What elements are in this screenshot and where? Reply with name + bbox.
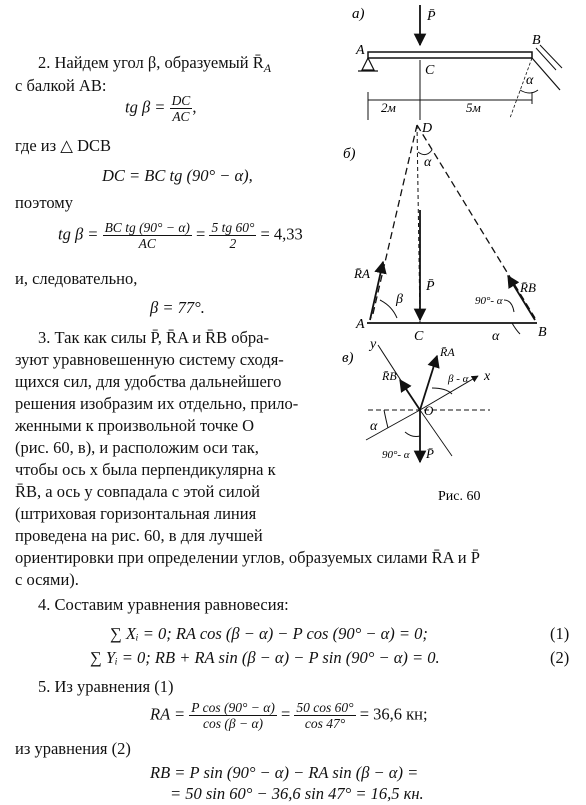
- tg2-num2: 5 tg 60°: [211, 220, 255, 235]
- equation-1-number: (1): [550, 624, 570, 643]
- consequently-text: и, следовательно,: [15, 269, 138, 288]
- axis-x-label: x: [484, 369, 491, 384]
- step3-line: с осями).: [15, 570, 79, 589]
- equation-2-number: (2): [550, 648, 570, 667]
- ra-num1: P cos (90° − α): [191, 700, 275, 715]
- where-text: где из △ DCB: [15, 136, 112, 155]
- point-c-b: C: [414, 329, 424, 344]
- beam-ab: [368, 52, 532, 58]
- step3-line: (рис. 60, в), и расположим оси так,: [15, 438, 259, 457]
- tg-beta-end: ,: [192, 97, 197, 117]
- angle-90-alpha-b: 90°- α: [475, 295, 503, 307]
- alpha-label-c: α: [370, 419, 378, 434]
- pin-support-a: [362, 58, 374, 70]
- step3-line: щихся сил, для удобства дальнейшего: [15, 372, 282, 391]
- ra-den2: cos 47°: [304, 716, 346, 731]
- figure-60: [335, 0, 586, 515]
- line-da: [372, 125, 417, 318]
- rb-line-2: = 50 sin 60° − 36,6 sin 47° = 16,5 кн.: [170, 784, 424, 803]
- ra-mid: =: [280, 704, 291, 724]
- ra-result: = 36,6 кн;: [359, 704, 428, 724]
- tg2-frac1: [103, 220, 192, 251]
- ra-num2: 50 cos 60°: [296, 700, 354, 715]
- step3-line: 3. Так как силы P̄, R̄A и R̄B обра-: [38, 328, 269, 347]
- rb-line-1: RB = P sin (90° − α) − RA sin (β − α) =: [150, 763, 419, 782]
- therefore-text: поэтому: [15, 193, 73, 212]
- step3-line: ориентировки при определении углов, образуемых силами R̄A и P̄: [15, 548, 480, 567]
- step3-line: чтобы ось x была перпендикулярна к: [15, 460, 276, 479]
- tg2-lhs: tg β =: [58, 224, 99, 244]
- tg-beta-num: DC: [171, 93, 191, 108]
- force-p-label-b: P̄: [426, 279, 435, 294]
- figure-b-triangle: [343, 121, 547, 344]
- point-a-b: A: [356, 317, 365, 332]
- step3-line: проведена на рис. 60, в для лучшей: [15, 526, 263, 545]
- ra-lhs: RA =: [150, 704, 186, 724]
- figure-b-label: б): [343, 146, 356, 162]
- step3-line: (штриховая горизонтальная линия: [15, 504, 257, 523]
- force-p-label-a: P̄: [427, 9, 436, 24]
- beam-point-b: B: [532, 33, 541, 48]
- line-db: [417, 125, 535, 318]
- tg-beta-lhs: tg β =: [125, 97, 166, 117]
- figure-caption: Рис. 60: [438, 489, 481, 504]
- tg-beta-formula: [125, 93, 196, 124]
- beam-point-c: C: [425, 63, 435, 78]
- tg2-frac2: [209, 220, 256, 251]
- force-ra-label-c: R̄A: [440, 345, 455, 359]
- beta-value: β = 77°.: [150, 298, 205, 317]
- alpha-label-a: α: [526, 73, 534, 88]
- figure-a-label: а): [352, 6, 365, 22]
- step3-line: зуют уравновешенную систему сходя-: [15, 350, 284, 369]
- ra-den1: cos (β − α): [203, 716, 264, 731]
- incline-b: [532, 58, 560, 90]
- step2-line2: с балкой AB:: [15, 76, 107, 95]
- tg2-result: = 4,33: [260, 224, 303, 244]
- tg2-num: BC tg (90° − α): [104, 220, 190, 235]
- force-p-label-c: P̄: [426, 446, 434, 461]
- step5-title: 5. Из уравнения (1): [38, 677, 174, 696]
- dc-equation: DC = BC tg (90° − α),: [102, 166, 253, 185]
- step4-title: 4. Составим уравнения равновесия:: [38, 595, 289, 614]
- tg-beta-fraction: [170, 93, 193, 124]
- alpha-label-b-bottom: α: [492, 329, 500, 344]
- force-ra-arrow-b: [370, 262, 383, 320]
- figure-c-forces: [342, 337, 491, 462]
- point-d: D: [422, 121, 433, 136]
- equation-1: ∑ Xᵢ = 0; RA cos (β − α) − P cos (90° − α) = 0;: [110, 624, 428, 643]
- point-b-b: B: [538, 325, 547, 340]
- tg-beta-den: AC: [172, 109, 190, 124]
- step3-line: R̄B, а ось y совпадала с этой силой: [15, 482, 260, 501]
- angle-90-alpha-c: 90°- α: [382, 449, 410, 461]
- axis-y-label: y: [370, 337, 377, 352]
- ra-formula: [150, 700, 428, 731]
- tg2-mid: =: [196, 224, 206, 244]
- force-ra-label-b: R̄A: [354, 266, 370, 281]
- beam-point-a: A: [356, 43, 365, 58]
- dimension-2m: 2м: [381, 100, 396, 115]
- step3-line: женными к произвольной точке O: [15, 416, 255, 435]
- force-rb-arrow-c: [400, 380, 420, 410]
- tg-beta-formula-2: [58, 220, 303, 251]
- tg2-den2: 2: [229, 236, 237, 251]
- step2-line1-sub: A: [263, 61, 272, 75]
- dimension-5m: 5м: [466, 100, 481, 115]
- ra-frac1: [189, 700, 277, 731]
- equation-2: ∑ Yᵢ = 0; RB + RA sin (β − α) − P sin (90° − α) = 0.: [90, 648, 440, 667]
- figure-a-beam: [352, 5, 562, 120]
- step2-line1-text: 2. Найдем угол β, образуемый R̄: [38, 53, 264, 72]
- ra-frac2: [294, 700, 355, 731]
- angle-beta-alpha-c: β - α: [448, 373, 469, 385]
- beta-label-b: β: [396, 292, 403, 307]
- point-o: O: [424, 403, 434, 418]
- force-rb-label-b: R̄B: [520, 280, 536, 295]
- tg2-den: AC: [138, 236, 156, 251]
- step3-line: решения изобразим их отдельно, прило-: [15, 394, 299, 413]
- force-rb-label-c: R̄B: [382, 369, 397, 383]
- from-equation-2: из уравнения (2): [15, 739, 131, 758]
- figure-c-label: в): [342, 350, 354, 366]
- alpha-label-b-top: α: [424, 155, 432, 170]
